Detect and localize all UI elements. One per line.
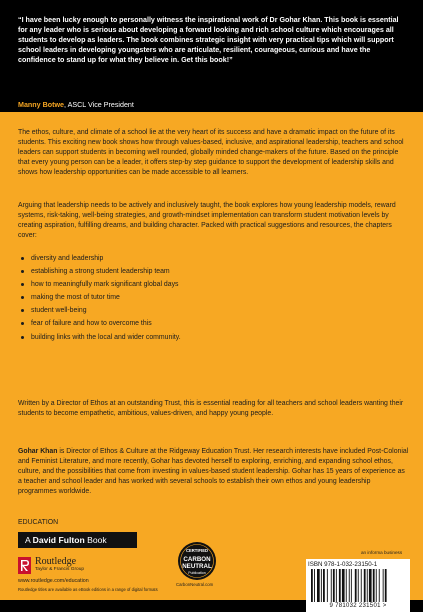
endorsement-quote: “I have been lucky enough to personally witness the inspirational work of Dr Gohar Khan. This book is essential for any leader who is serious about developing a forward looking and rich school culture which encourages all students to develop as leaders. The book combines strategic insight with very practical tips which will support school leaders in developing youngsters who are articulate, resilient, courageous, curious and have the confidence to stand up for what they believe in. Get this book!” (18, 16, 399, 64)
bullet-icon (21, 336, 24, 339)
barcode-icon (311, 569, 407, 602)
routledge-wordmark: Routledge (35, 556, 77, 567)
endorser-name: Manny Botwe (18, 101, 65, 109)
endorser-role: , ASCL Vice President (64, 101, 134, 109)
blurb-panel (0, 112, 423, 609)
list-item: building links with the local and wider community. (20, 331, 181, 344)
list-item: student well-being (20, 304, 181, 317)
routledge-group: Taylor & Francis Group (35, 567, 85, 572)
ebook-note: Routledge titles are available as eBook editions in a range of digital formats (18, 587, 158, 592)
list-item: how to meaningfully mark significant global days (20, 278, 181, 291)
blurb-paragraph-1: The ethos, culture, and climate of a school lie at the very heart of its success and have a dramatic impact on the future of its students. This exciting new book shows how through values-based, inclusive, and aspirational leadership, teachers and school leaders can support students in becoming well rounded, globally minded change-makers of the future. Based on the principle that every young person can be a leader, it offers step-by step guidance to support the development of leadership skills and shows how leadership opportunities can be made accessible to all learners. (18, 129, 404, 176)
isbn-label: ISBN 978-1-032-23150-1 (308, 561, 378, 568)
subject-category: EDUCATION (18, 519, 59, 526)
blurb-paragraph-3: Written by a Director of Ethos at an outstanding Trust, this is essential reading for all teachers and school leaders wanting their students to become empathetic, ambitious, values-driven, and happy young people. (18, 400, 404, 417)
bullet-icon (21, 322, 24, 325)
endorsement-attribution (18, 101, 134, 110)
author-bio-text: is Director of Ethos & Culture at the Ridgeway Education Trust. Her research interests have included Post-Colonial and Feminist Literature, and more recently, Gohar has devoted herself to exploring, enriching, and expanding school ethos, culture, and the possibilities that come from investing in values-based student leadership. Gohar has 15 years of experience as a teacher and school leader and has worked with several schools to establish their own ethos and young leadership programmes worldwide. (18, 448, 409, 495)
imprint-badge: A David Fulton Book (18, 532, 137, 548)
barcode-digits: 9 781032 231501 > (329, 603, 387, 609)
informa-tagline: an informa business (361, 550, 403, 555)
routledge-r-icon (18, 557, 31, 574)
endorsement-box (0, 0, 423, 112)
imprint-name: David Fulton (32, 535, 85, 545)
carbon-neutral-logo (176, 540, 218, 582)
carbon-neutral-site: CarbonNeutral.com (176, 582, 214, 587)
carbon-word: CARBON (183, 556, 211, 563)
list-item: establishing a strong student leadership team (20, 265, 181, 278)
chapter-topics-list (20, 252, 181, 344)
bullet-icon (21, 283, 24, 286)
blurb-paragraph-2: Arguing that leadership needs to be actively and inclusively taught, the book explores how young leadership models, reward systems, risk-taking, well-being strategies, and growth-mindset implementation can transform student motivation levels by creating aspiration, fulfilling dreams, and building character. Packed with practical suggestions and resources, the chapters cover: (18, 202, 396, 239)
list-item: diversity and leadership (20, 252, 181, 265)
bullet-icon (21, 309, 24, 312)
neutral-word: NEUTRAL (182, 563, 212, 570)
publication-word: Publication (188, 571, 206, 575)
bullet-icon (21, 270, 24, 273)
author-name: Gohar Khan (18, 448, 58, 455)
author-bio (18, 447, 410, 497)
isbn-barcode-box (306, 559, 410, 612)
carbon-certified-text: CERTIFIED (185, 548, 209, 553)
list-item: fear of failure and how to overcome this (20, 317, 181, 330)
list-item: making the most of tutor time (20, 291, 181, 304)
publisher-url: www.routledge.com/education (18, 578, 89, 584)
bullet-icon (21, 257, 24, 260)
bullet-icon (21, 296, 24, 299)
